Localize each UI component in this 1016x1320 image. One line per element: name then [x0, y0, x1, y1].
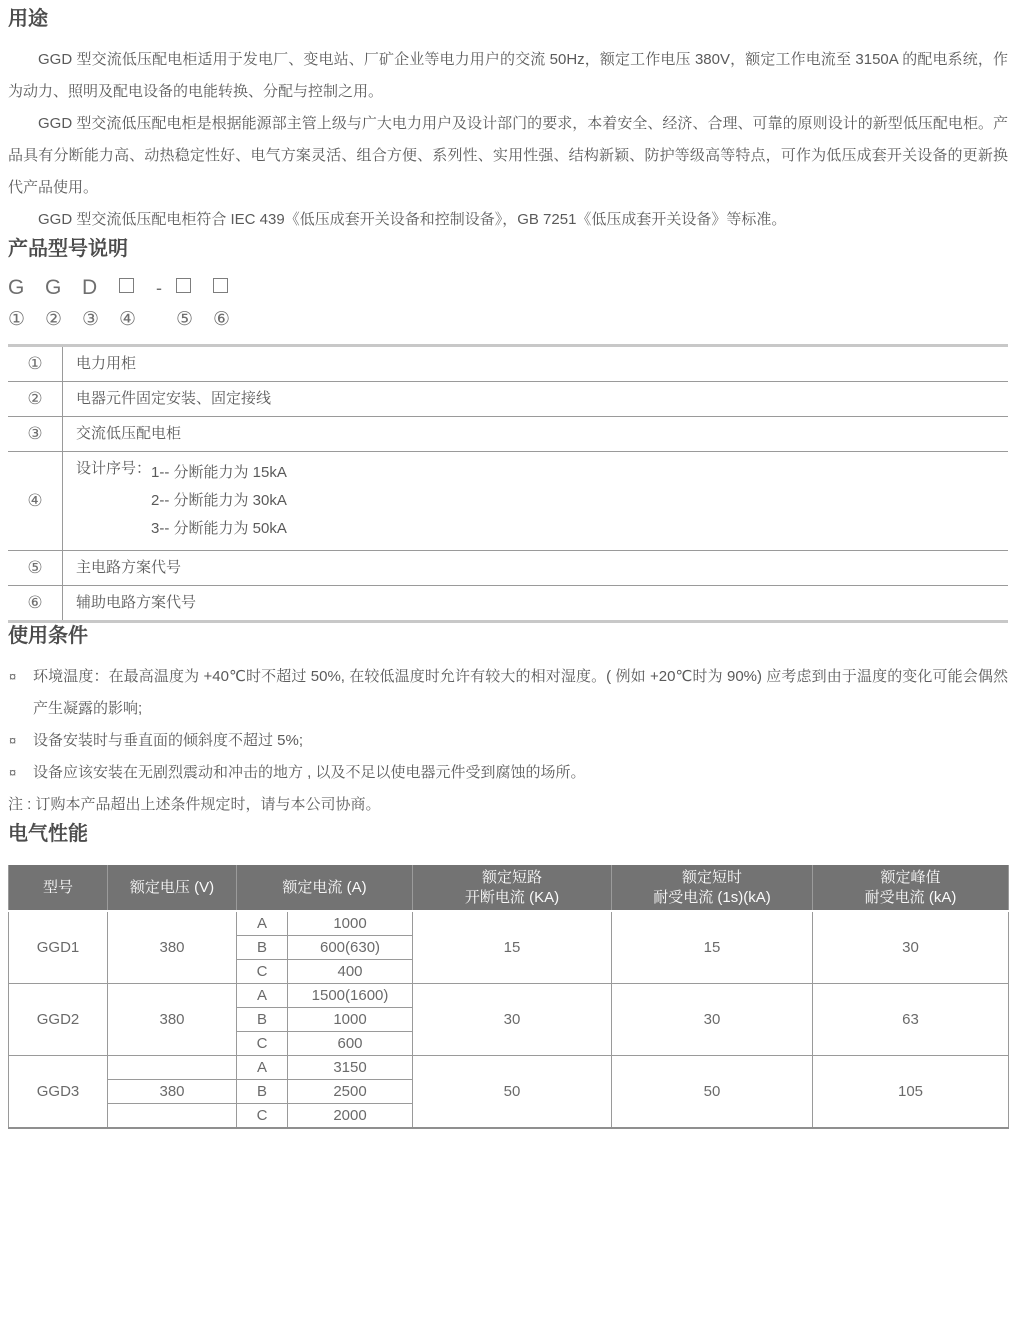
col-header-current: 额定电流 (A)	[237, 865, 413, 911]
table-row	[8, 382, 1008, 417]
cell-model: GGD2	[9, 984, 108, 1056]
electrical-heading: 电气性能	[8, 823, 88, 845]
circled-number: ⑤	[176, 308, 194, 330]
col-header-peak: 额定峰值 耐受电流 (kA)	[813, 865, 1009, 911]
row-description: 交流低压配电柜	[63, 417, 1009, 452]
row-description: 电器元件固定安装、固定接线	[63, 382, 1009, 417]
cell-peak: 30	[813, 911, 1009, 984]
cell-voltage: 380	[108, 1080, 237, 1104]
table-row	[8, 346, 1008, 382]
cell-model: GGD1	[9, 911, 108, 984]
cell-current: 1000	[288, 1008, 413, 1032]
cell-peak: 63	[813, 984, 1009, 1056]
row-description	[63, 452, 1009, 551]
circled-number: ②	[45, 308, 63, 330]
purpose-paragraph: GGD 型交流低压配电柜是根据能源部主管上级与广大电力用户及设计部门的要求，本着安全、经济、合理、可靠的原则设计的新型低压配电柜。产品具有分断能力高、动热稳定性好、电气方案灵活、组合方便、系列性、实用性强、结构新颖、防护等级高等特点，可作为低压成套开关设备的更新换代产品使用。	[8, 115, 1008, 196]
circled-number: ⑥	[213, 308, 231, 330]
cell-withstand: 15	[612, 911, 813, 984]
table-row	[8, 586, 1008, 622]
cell-grade: A	[237, 984, 288, 1008]
cell-current: 1000	[288, 911, 413, 936]
cell-current: 600(630)	[288, 936, 413, 960]
conditions-note: 注 : 订购本产品超出上述条件规定时，请与本公司协商。	[8, 796, 381, 813]
cell-voltage: 380	[108, 984, 237, 1056]
cell-breaking: 30	[413, 984, 612, 1056]
design-series-line: 3-- 分断能力为 50kA	[151, 520, 287, 537]
circled-number: ①	[8, 308, 26, 330]
model-code-letter: G	[45, 276, 62, 299]
cell-grade: B	[237, 1008, 288, 1032]
row-description: 主电路方案代号	[63, 551, 1009, 586]
cell-voltage-empty	[108, 1056, 237, 1080]
cell-peak: 105	[813, 1056, 1009, 1129]
col-header-voltage: 额定电压 (V)	[108, 865, 237, 911]
cell-grade: A	[237, 911, 288, 936]
row-number: ③	[8, 417, 63, 452]
table-row	[8, 551, 1008, 586]
model-code-letter: D	[82, 276, 98, 299]
condition-text: 设备应该安装在无剧烈震动和冲击的地方 , 以及不足以使电器元件受到腐蚀的场所。	[33, 764, 586, 781]
model-code-box-icon	[119, 278, 134, 293]
design-series-line: 2-- 分断能力为 30kA	[151, 492, 287, 509]
row-number: ④	[8, 452, 63, 551]
cell-current: 2000	[288, 1104, 413, 1129]
cell-grade: C	[237, 1032, 288, 1056]
cell-withstand: 50	[612, 1056, 813, 1129]
purpose-paragraph: GGD 型交流低压配电柜适用于发电厂、变电站、厂矿企业等电力用户的交流 50Hz，额定工作电压 380V，额定工作电流至 3150A 的配电系统，作为动力、照明及配电设备的电能转换、分配与控制之用。	[8, 51, 1008, 100]
row-number: ⑤	[8, 551, 63, 586]
purpose-heading: 用途	[8, 8, 48, 30]
cell-current: 1500(1600)	[288, 984, 413, 1008]
circled-number: ③	[82, 308, 100, 330]
cell-current: 400	[288, 960, 413, 984]
condition-item	[8, 757, 1008, 789]
model-heading: 产品型号说明	[8, 238, 128, 260]
cell-grade: C	[237, 1104, 288, 1129]
table-row	[9, 911, 1009, 936]
cell-current: 3150	[288, 1056, 413, 1080]
design-series-label: 设计序号：	[76, 460, 152, 477]
cell-voltage-empty	[108, 1104, 237, 1129]
table-header-row	[9, 865, 1009, 911]
cell-current: 600	[288, 1032, 413, 1056]
cell-grade: C	[237, 960, 288, 984]
row-number: ⑥	[8, 586, 63, 622]
condition-item	[8, 661, 1008, 725]
row-number: ②	[8, 382, 63, 417]
cell-breaking: 50	[413, 1056, 612, 1129]
circled-number: ④	[119, 308, 137, 330]
design-series-line: 1-- 分断能力为 15kA	[151, 464, 287, 481]
model-code-dash: -	[156, 277, 162, 298]
row-description: 辅助电路方案代号	[63, 586, 1009, 622]
model-explanation-table	[8, 344, 1008, 623]
bullet-icon: ¤	[9, 765, 17, 780]
condition-text: 环境温度：在最高温度为 +40℃时不超过 50%, 在较低温度时允许有较大的相对湿度。( 例如 +20℃时为 90%) 应考虑到由于温度的变化可能会偶然产生凝露的影响;	[33, 668, 1008, 717]
row-description: 电力用柜	[76, 355, 137, 372]
condition-item	[8, 725, 1008, 757]
table-row	[9, 1056, 1009, 1080]
model-code-box-icon	[176, 278, 191, 293]
cell-current: 2500	[288, 1080, 413, 1104]
row-number: ①	[8, 346, 63, 382]
conditions-heading: 使用条件	[8, 625, 88, 647]
col-header-breaking: 额定短路 开断电流 (KA)	[413, 865, 612, 911]
cell-grade: A	[237, 1056, 288, 1080]
bullet-icon: ¤	[9, 733, 17, 748]
cell-grade: B	[237, 1080, 288, 1104]
condition-text: 设备安装时与垂直面的倾斜度不超过 5%;	[33, 732, 304, 749]
cell-breaking: 15	[413, 911, 612, 984]
col-header-model: 型号	[9, 865, 108, 911]
model-code-row	[8, 274, 1008, 302]
table-row	[8, 417, 1008, 452]
cell-voltage: 380	[108, 911, 237, 984]
electrical-performance-table	[8, 865, 1009, 1129]
purpose-paragraph: GGD 型交流低压配电柜符合 IEC 439《低压成套开关设备和控制设备》，GB 7251《低压成套开关设备》等标准。	[38, 211, 787, 228]
bullet-icon: ¤	[9, 669, 17, 684]
cell-model: GGD3	[9, 1056, 108, 1129]
cell-grade: B	[237, 936, 288, 960]
table-row	[9, 984, 1009, 1008]
model-circle-row	[8, 304, 1008, 334]
col-header-withstand: 额定短时 耐受电流 (1s)(kA)	[612, 865, 813, 911]
cell-withstand: 30	[612, 984, 813, 1056]
model-code-letter: G	[8, 276, 25, 299]
model-code-box-icon	[213, 278, 228, 293]
table-row	[8, 452, 1008, 551]
